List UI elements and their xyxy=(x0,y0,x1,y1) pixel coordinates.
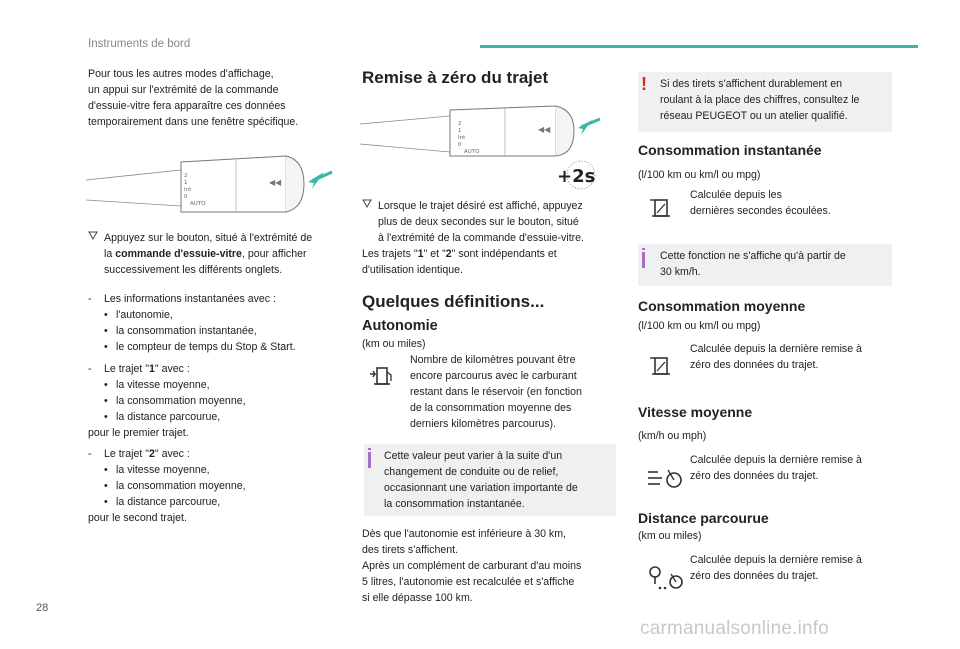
consommation-moyenne-title: Consommation moyenne xyxy=(638,298,806,314)
press-instruction: Appuyez sur le bouton, situé à l'extrémité de la commande d'essuie-vitre, pour afficher successivement les différents onglets. xyxy=(88,230,353,278)
dp-unit: (km ou miles) xyxy=(638,530,702,542)
stalk-mark: AUTO xyxy=(190,201,206,207)
instant-consumption-icon xyxy=(648,196,674,222)
ci-info-box: Cette fonction ne s'affiche qu'à partir de 30 km/h. xyxy=(638,244,892,286)
stalk-mark: 0 xyxy=(184,194,188,200)
vm-description: Calculée depuis la dernière remise à zéro des données du trajet. xyxy=(690,454,862,482)
reset-trip-title: Remise à zéro du trajet xyxy=(362,68,549,87)
wiper-stalk-illustration xyxy=(86,150,336,220)
hold-2s-badge: +2s xyxy=(557,166,596,187)
distance-parcourue-title: Distance parcourue xyxy=(638,510,769,526)
consommation-instantanee-title: Consommation instantanée xyxy=(638,142,822,158)
warning-box: ! Si des tirets s'affichent durablement en roulant à la place des chiffres, consultez le réseau PEUGEOT ou un atelier qualifié. xyxy=(638,72,892,132)
autonomie-unit: (km ou miles) xyxy=(362,338,426,350)
stalk-mark: AUTO xyxy=(464,149,480,155)
warning-icon: ! xyxy=(641,74,647,94)
average-speed-icon xyxy=(646,462,686,490)
average-consumption-icon xyxy=(648,354,674,380)
stalk-mark: 0 xyxy=(458,142,462,148)
svg-text:◀◀: ◀◀ xyxy=(269,178,282,187)
autonomie-title: Autonomie xyxy=(362,318,438,334)
info-note-box: Cette valeur peut varier à la suite d'un changement de conduite ou de relief, occasionnant une variation importante de la consommation instantanée. xyxy=(364,444,616,516)
list-instant: - Les informations instantanées avec : • l'autonomie, • la consommation instantanée, • le compteur de temps du Stop & Start. xyxy=(88,293,296,353)
wiper-stalk-reset-illustration xyxy=(360,100,605,192)
section-header: Instruments de bord xyxy=(88,38,191,50)
fuel-pump-range-icon xyxy=(368,364,394,390)
header-accent-bar xyxy=(480,45,918,48)
stalk-mark: Int xyxy=(184,187,192,193)
reset-instruction: Lorsque le trajet désiré est affiché, appuyez plus de deux secondes sur le bouton, situé à l'extrémité de la commande d'essuie-vitre. Les trajets "1" et "2" sont indépendants et d'utilisation identique. xyxy=(362,200,585,276)
distance-icon xyxy=(646,564,686,592)
press-arrow-icon xyxy=(88,231,98,241)
info-icon xyxy=(642,252,645,268)
watermark: carmanualsonline.info xyxy=(640,618,830,639)
stalk-mark: Int xyxy=(458,135,466,141)
ci-description: Calculée depuis les dernières secondes écoulées. xyxy=(690,189,831,217)
stalk-mark: 2 xyxy=(458,121,462,127)
cm-description: Calculée depuis la dernière remise à zéro des données du trajet. xyxy=(690,343,862,371)
svg-text:◀◀: ◀◀ xyxy=(538,125,551,134)
vm-unit: (km/h ou mph) xyxy=(638,430,707,442)
dp-description: Calculée depuis la dernière remise à zéro des données du trajet. xyxy=(690,554,862,582)
list-trip1: - Le trajet "1" avec : • la vitesse moyenne, • la consommation moyenne, • la distance parcourue, pour le premier trajet. xyxy=(88,363,246,439)
stalk-mark: 1 xyxy=(458,128,462,134)
page-number: 28 xyxy=(36,602,49,614)
autonomie-description: Nombre de kilomètres pouvant être encore parcourus avec le carburant restant dans le réservoir (en fonction de la consommation moyenne des derniers kilomètres parcourus). xyxy=(410,354,582,430)
vitesse-moyenne-title: Vitesse moyenne xyxy=(638,404,753,420)
autonomie-bottom-text: Dès que l'autonomie est inférieure à 30 km, des tirets s'affichent. Après un complément de carburant d'au moins 5 litres, l'autonomie est recalculée et s'affiche si elle dépasse 100 km. xyxy=(362,528,582,604)
ci-unit: (l/100 km ou km/l ou mpg) xyxy=(638,169,761,181)
definitions-title: Quelques définitions... xyxy=(362,292,545,311)
list-trip2: - Le trajet "2" avec : • la vitesse moyenne, • la consommation moyenne, • la distance parcourue, pour le second trajet. xyxy=(88,448,246,524)
stalk-mark: 1 xyxy=(184,180,188,186)
cm-unit: (l/100 km ou km/l ou mpg) xyxy=(638,320,761,332)
press-arrow-icon xyxy=(362,199,372,209)
info-icon xyxy=(368,452,371,468)
stalk-mark: 2 xyxy=(184,173,188,179)
intro-text: Pour tous les autres modes d'affichage, un appui sur l'extrémité de la commande d'essuie-vitre fera apparaître ces données temporairement dans une fenêtre spécifique. xyxy=(88,68,299,128)
